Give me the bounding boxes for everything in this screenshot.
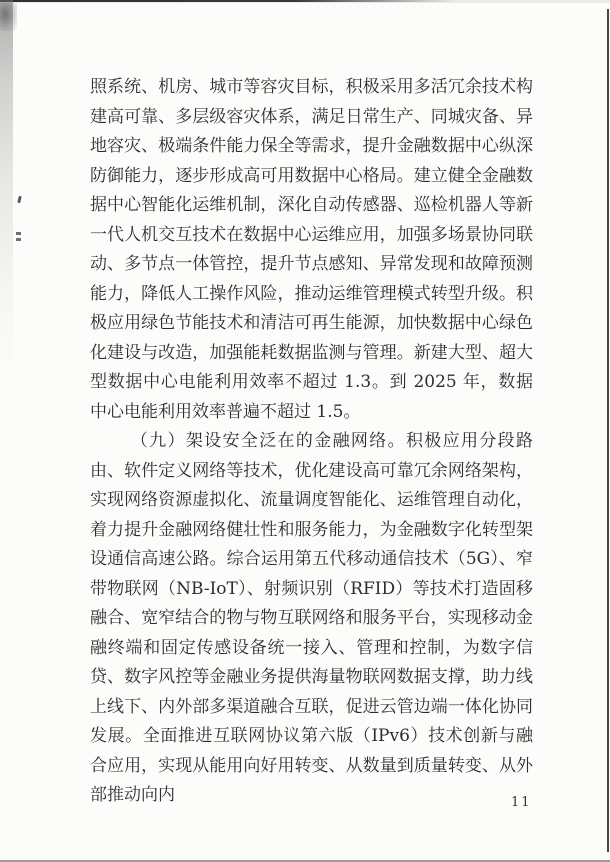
page-number: 11: [511, 795, 532, 810]
scan-corner-blotch: [0, 3, 17, 31]
ink-speck: [17, 196, 22, 204]
body-paragraph-1: 照系统、机房、城市等容灾目标，积极采用多活冗余技术构建高可靠、多层级容灾体系，满足日常生产、同城灾备、异地容灾、极端条件能力保全等需求，提升金融数据中心纵深防御能力，逐步形成高可用数据中心格局。建立健全金融数据中心智能化运维机制，深化自动传感器、巡检机器人等新一代人机交互技术在数据中心运维应用，加强多场景协同联动、多节点一体管控，提升节点感知、异常发现和故障预测能力，降低人工操作风险，推动运维管理模式转型升级。积极应用绿色节能技术和清洁可再生能源，加快数据中心绿色化建设与改造，加强能耗数据监测与管理。新建大型、超大型数据中心电能利用效率不超过 1.3。到 2025 年，数据中心电能利用效率普遍不超过 1.5。: [90, 77, 533, 422]
page-body: [90, 73, 533, 811]
ink-speck: [16, 232, 21, 235]
scan-right-edge-line: [607, 9, 609, 852]
scan-top-edge-line: [0, 0, 455, 2]
scan-left-shadow: [0, 0, 13, 380]
body-paragraph-2: （九）架设安全泛在的金融网络。积极应用分段路由、软件定义网络等技术，优化建设高可靠冗余网络架构，实现网络资源虚拟化、流量调度智能化、运维管理自动化，着力提升金融网络健壮性和服务能力，为金融数字化转型架设通信高速公路。综合运用第五代移动通信技术（5G）、窄带物联网（NB-IoT）、射频识别（RFID）等技术打造固移融合、宽窄结合的物与物互联网络和服务平台，实现移动金融终端和固定传感设备统一接入、管理和控制，为数字信贷、数字风控等金融业务提供海量物联网数据支撑，助力线上线下、内外部多渠道融合互联，促进云管边端一体化协同发展。全面推进互联网协议第六版（IPv6）技术创新与融合应用，实现从能用向好用转变、从数量到质量转变、从外部推动向内: [90, 431, 533, 805]
